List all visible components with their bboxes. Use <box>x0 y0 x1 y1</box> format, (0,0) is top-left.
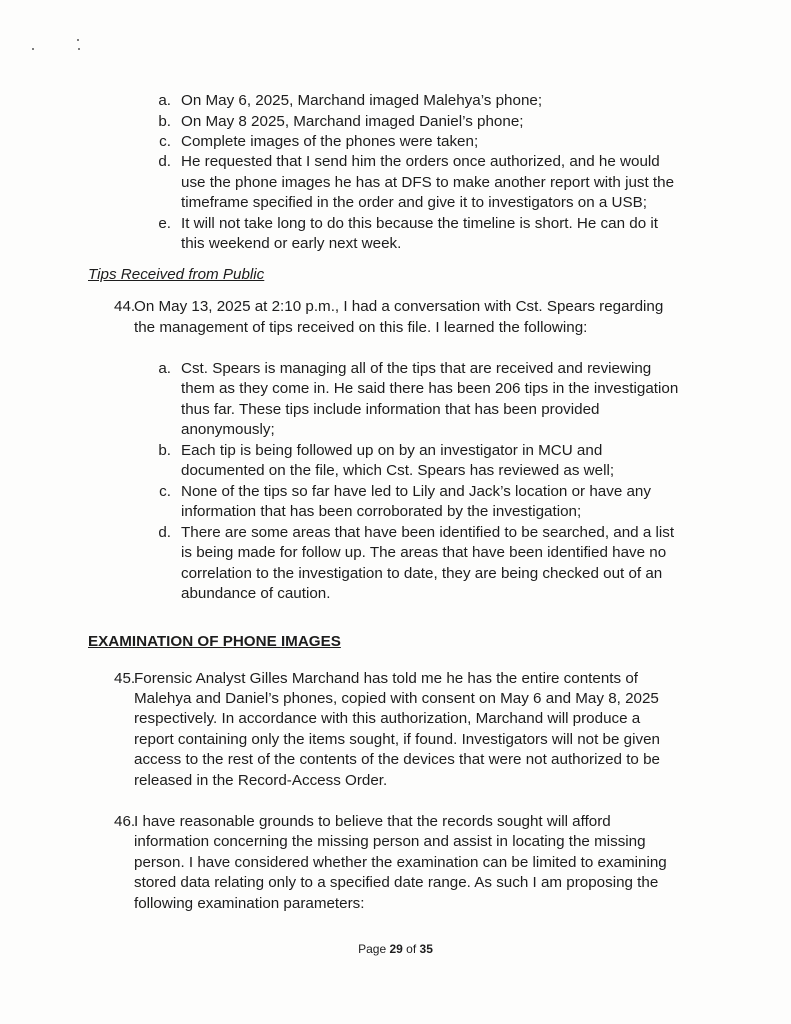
paragraph-45-number: 45. <box>114 670 136 687</box>
footer-page-label: Page <box>358 942 387 956</box>
footer-total-pages: 35 <box>419 942 433 956</box>
list-a-item-e-line-1: It will not take long to do this because the timeline is short. He can do it <box>181 215 658 232</box>
list-a-item-d-line-3: timeframe specified in the order and give it to investigators on a USB; <box>181 194 647 211</box>
paragraph-46-line-4: stored data relating only to a specified date range. As such I am proposing the <box>134 874 659 891</box>
list-b-item-d-line-1: There are some areas that have been identified to be searched, and a list <box>181 524 675 541</box>
subheading-tips: Tips Received from Public <box>88 266 265 283</box>
list-a-item-e-line-2: this weekend or early next week. <box>181 235 402 252</box>
paragraph-44-line-1: On May 13, 2025 at 2:10 p.m., I had a conversation with Cst. Spears regarding <box>134 298 664 315</box>
list-b-letter-b: b. <box>158 442 171 459</box>
list-b-item-b-line-1: Each tip is being followed up on by an investigator in MCU and <box>181 442 603 459</box>
list-a-letter-b: b. <box>158 113 171 130</box>
paragraph-45-line-6: released in the Record-Access Order. <box>134 772 388 789</box>
list-b-item-c-line-1: None of the tips so far have led to Lily and Jack’s location or have any <box>181 483 651 500</box>
list-a-item-c-line-1: Complete images of the phones were taken; <box>181 133 479 150</box>
list-b-item-a-line-2: them as they come in. He said there has been 206 tips in the investigation <box>181 380 679 397</box>
paragraph-44-number: 44. <box>114 298 136 315</box>
section-heading: EXAMINATION OF PHONE IMAGES <box>88 633 341 650</box>
list-a-letter-d: d. <box>158 153 171 170</box>
page-footer <box>0 941 791 957</box>
paragraph-45-line-2: Malehya and Daniel’s phones, copied with consent on May 6 and May 8, 2025 <box>134 690 659 707</box>
paragraph-46-number: 46. <box>114 813 136 830</box>
list-b-letter-a: a. <box>158 360 171 377</box>
list-b-item-b-line-2: documented on the file, which Cst. Spears has reviewed as well; <box>181 462 615 479</box>
list-a-letter-c: c. <box>159 133 171 150</box>
paragraph-45-line-5: access to the rest of the contents of the devices that were not authorized to be <box>134 751 660 768</box>
list-b-letter-c: c. <box>159 483 171 500</box>
paragraph-46-line-1: I have reasonable grounds to believe that the records sought will afford <box>134 813 611 830</box>
paragraph-45-line-1: Forensic Analyst Gilles Marchand has told me he has the entire contents of <box>134 670 638 687</box>
paragraph-44-line-2: the management of tips received on this file. I learned the following: <box>134 319 588 336</box>
list-a-item-b-line-1: On May 8 2025, Marchand imaged Daniel’s phone; <box>181 113 524 130</box>
list-b-item-a-line-1: Cst. Spears is managing all of the tips that are received and reviewing <box>181 360 652 377</box>
paragraph-45-line-3: respectively. In accordance with this authorization, Marchand will produce a <box>134 710 641 727</box>
paragraph-46-line-3: person. I have considered whether the examination can be limited to examining <box>134 854 667 871</box>
paragraph-45-line-4: report containing only the items sought, if found. Investigators will not be given <box>134 731 660 748</box>
paragraph-46-line-2: information concerning the missing person and assist in locating the missing <box>134 833 646 850</box>
list-b-item-a-line-4: anonymously; <box>181 421 275 438</box>
footer-current-page: 29 <box>389 942 403 956</box>
list-a-item-d-line-2: use the phone images he has at DFS to make another report with just the <box>181 174 675 191</box>
scan-specks <box>30 38 90 58</box>
list-b-item-d-line-4: abundance of caution. <box>181 585 331 602</box>
list-b-item-d-line-3: correlation to the investigation to date, they are being checked out of an <box>181 565 663 582</box>
list-b-item-a-line-3: thus far. These tips include information that has been provided <box>181 401 600 418</box>
list-b-item-d-line-2: is being made for follow up. The areas that have been identified have no <box>181 544 667 561</box>
footer-of-label: of <box>406 942 417 956</box>
list-a-letter-e: e. <box>158 215 171 232</box>
list-b-item-c-line-2: information that has been corroborated by the investigation; <box>181 503 582 520</box>
list-a-item-a-line-1: On May 6, 2025, Marchand imaged Malehya’s phone; <box>181 92 543 109</box>
list-a-letter-a: a. <box>158 92 171 109</box>
list-b-letter-d: d. <box>158 524 171 541</box>
list-a-item-d-line-1: He requested that I send him the orders once authorized, and he would <box>181 153 660 170</box>
paragraph-46-line-5: following examination parameters: <box>134 895 365 912</box>
